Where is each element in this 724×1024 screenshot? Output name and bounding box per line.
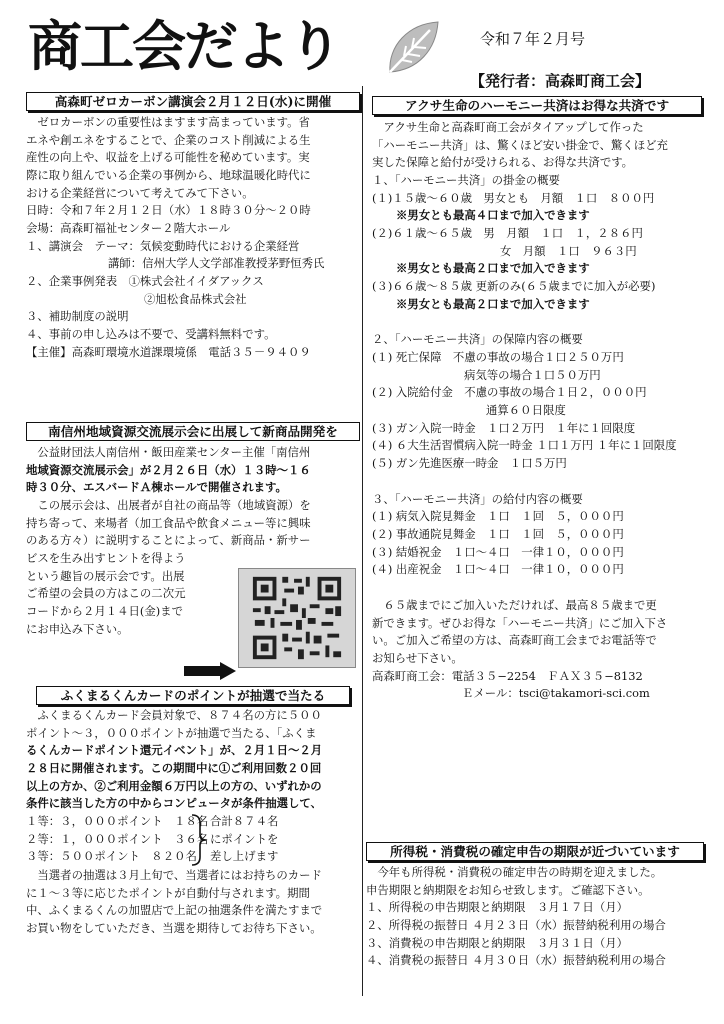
carbon-para-5: おける企業経営について考えてみて下さい。: [26, 185, 254, 200]
tax-item-3: ３、消費税の申告期限と納期限 ３月３１日（月）: [366, 935, 628, 950]
harmony-line-3: 実した保障と給付が受けられる、お得な共済です。: [372, 155, 634, 170]
harmony-a3-note: ※男女とも最高２口まで加入できます: [396, 296, 590, 311]
carbon-item-3: ３、補助制度の説明: [26, 309, 129, 324]
harmony-section-1: １、「ハーモニー共済」の掛金の概要: [372, 173, 560, 188]
expo-line-10: コードから２月１４日(金)まで: [26, 604, 183, 619]
carbon-para-4: 際に取り組んでいる企業の事例から、地球温暖化時代に: [26, 168, 311, 183]
card-line-1: ふくまるくんカード会員対象で、８７４名の方に５００: [37, 708, 322, 722]
harmony-c4: (４) 出産祝金 １口～４口 一律１０，０００円: [372, 562, 624, 577]
card-line-10: お買い物をしていただき、当選を期待してお待ち下さい。: [26, 921, 322, 936]
spacer: [372, 579, 702, 597]
carbon-item-2b: ②旭松食品株式会社: [144, 291, 247, 306]
prize-2: ２等：１，０００ポイント ３６名: [26, 831, 209, 846]
harmony-c2: (２) 事故通院見舞金 １口 １回 ５，０００円: [372, 527, 624, 542]
expo-line-7: ビスを生み出すヒントを得よう: [26, 551, 186, 566]
expo-line-1: 公益財団法人南信州・飯田産業センター主催「南信州: [37, 445, 311, 459]
spacer: [372, 473, 702, 491]
expo-line-11: にお申込み下さい。: [26, 621, 129, 636]
expo-line-6: のある方々）に説明することによって、新商品・新サー: [26, 533, 311, 548]
tax-heading: 所得税・消費税の確定申告の期限が近づいています: [366, 842, 704, 861]
tax-article: [366, 842, 704, 970]
harmony-a1: (１)１５歳～６０歳 男女とも 月額 １口 ８００円: [372, 190, 655, 205]
card-line-7: 当選者の抽選は３月上旬で、当選者にはお持ちのカード: [37, 868, 322, 883]
prize-list: [26, 813, 209, 867]
card-line-2: ポイント～３，０００ポイントが抽選で当たる、「ふくま: [26, 725, 317, 740]
carbon-para-1: ゼロカーボンの重要性はますます高まっています。省: [37, 115, 310, 129]
card-line-3: るくんカードポイント還元イベント」が、２月１日～２月: [26, 743, 323, 758]
harmony-email[interactable]: Ｅメール：tsci@takamori-sci.com: [462, 686, 650, 701]
harmony-b5: (５) ガン先進医療一時金 １口５万円: [372, 456, 567, 471]
harmony-section-3: ３、「ハーモニー共済」の給付内容の概要: [372, 491, 583, 506]
harmony-b1: (１) 死亡保障 不慮の事故の場合１口２５０万円: [372, 350, 624, 365]
prize-total-2: にポイントを: [210, 831, 279, 846]
card-line-9: 中、ふくまるくんの加盟店で上記の抽選条件を満たすまで: [26, 903, 323, 918]
harmony-heading: アクサ生命のハーモニー共済はお得な共済です: [372, 96, 702, 115]
harmony-section-2: ２、「ハーモニー共済」の保障内容の概要: [372, 332, 583, 347]
harmony-d1: ６５歳までにご加入いただければ、最高８５歳まで更: [383, 598, 657, 613]
brace-icon: [188, 813, 210, 867]
harmony-b1b: 病気等の場合１口５０万円: [464, 367, 601, 382]
arrow-right-icon: [184, 662, 236, 680]
prize-1: １等：３，０００ポイント １８名: [26, 814, 209, 829]
carbon-heading: 高森町ゼロカーボン講演会２月１２日(水)に開催: [26, 92, 360, 111]
expo-line-8: という趣旨の展示会です。出展: [26, 568, 185, 583]
harmony-c3: (３) 結婚祝金 １口～４口 一律１０，０００円: [372, 544, 624, 559]
card-line-8: に１～３等に応じたポイントが自動付与されます。期間: [26, 885, 310, 900]
harmony-a1-note: ※男女とも最高４口まで加入できます: [396, 208, 590, 223]
harmony-article: [372, 96, 702, 703]
harmony-a2-female: 女 月額 １口 ９６３円: [500, 243, 637, 258]
spacer: [372, 313, 702, 331]
tax-item-2: ２、所得税の振替日 ４月２３日（水）振替納税利用の場合: [366, 918, 666, 933]
tax-line-1: 今年も所得税・消費税の確定申告の時期を迎えました。: [377, 865, 663, 879]
harmony-contact: 高森町商工会：電話３５−2254 ＦＡＸ３５−8132: [372, 668, 643, 683]
prize-total-3: 差し上げます: [210, 849, 279, 864]
carbon-date: 日時：令和７年２月１２日（水）１８時３０分～２０時: [26, 203, 311, 218]
carbon-para-3: 産性の向上や、収益を上げる可能性を秘めています。実: [26, 150, 310, 165]
carbon-host: 【主催】高森町環境水道課環境係 電話３５－９４０９: [26, 344, 311, 359]
harmony-a2: (２)６１歳～６５歳 男 月額 １口 １，２８６円: [372, 226, 643, 241]
publisher: 【発行者：高森町商工会】: [470, 72, 651, 90]
carbon-item-4: ４、事前の申し込みは不要で、受講料無料です。: [26, 327, 276, 342]
card-line-6: 条件に該当した方の中からコンピュータが条件抽選して、: [26, 796, 322, 811]
prize-3: ３等：５００ポイント ８２０名: [26, 849, 197, 864]
harmony-d2: 新できます。ぜひお得な「ハーモニー共済」にご加入下さ: [372, 615, 668, 630]
card-line-5: 以上の方か、②ご利用金額６万円以上の方の、いずれかの: [26, 778, 322, 793]
column-divider: [362, 86, 363, 996]
harmony-c1: (１) 病気入院見舞金 １口 １回 ５，０００円: [372, 509, 624, 524]
card-article: [26, 686, 360, 938]
qr-code[interactable]: [238, 568, 356, 668]
harmony-d3: い。ご加入ご希望の方は、高森町商工会までお電話等で: [372, 633, 657, 648]
expo-line-9: ご希望の会員の方はこの二次元: [26, 586, 186, 601]
issue-date: 令和７年２月号: [480, 30, 586, 48]
carbon-venue: 会場：高森町福祉センター２階大ホール: [26, 221, 231, 236]
carbon-para-2: エネや創エネをすることで、企業のコスト削減による生: [26, 132, 311, 147]
tax-line-2: 申告期限と納期限をお知らせ致します。ご確認下さい。: [366, 882, 650, 897]
masthead-title: 商工会だより: [28, 15, 340, 78]
carbon-item-1: １、講演会 テーマ：気候変動時代における企業経営: [26, 238, 300, 253]
leaf-icon: [380, 16, 444, 80]
expo-line-3: 時３０分、エスバードＡ棟ホールで開催されます。: [26, 480, 287, 495]
expo-line-4: この展示会は、出展者が自社の商品等（地域資源）を: [37, 498, 311, 513]
prize-table: [26, 813, 360, 867]
expo-line-2: 地域資源交流展示会」が２月２６日（水）１３時～１６: [26, 462, 311, 477]
harmony-b2: (２) 入院給付金 不慮の事故の場合１日２，０００円: [372, 385, 647, 400]
harmony-line-1: アクサ生命と高森町商工会がタイアップして作った: [383, 120, 644, 134]
harmony-b4: (４) ６大生活習慣病入院一時金 １口１万円 １年に１回限度: [372, 438, 677, 453]
expo-heading: 南信州地域資源交流展示会に出展して新商品開発を: [26, 422, 360, 441]
harmony-d4: お知らせ下さい。: [372, 651, 463, 666]
expo-line-5: 持ち寄って、来場者（加工食品や飲食メニュー等に興味: [26, 515, 311, 530]
carbon-lecturer: 講師：信州大学人文学部准教授茅野恒秀氏: [108, 256, 325, 271]
carbon-article: [26, 92, 360, 361]
harmony-a2-note: ※男女とも最高２口まで加入できます: [396, 261, 590, 276]
carbon-item-2: ２、企業事例発表 ①株式会社イイダアックス: [26, 274, 264, 289]
harmony-b3: (３) ガン入院一時金 １口２万円 １年に１回限度: [372, 420, 636, 435]
harmony-line-2: 「ハーモニー共済」は、驚くほど安い掛金で、驚くほど充: [372, 137, 668, 152]
card-line-4: ２８日に開催されます。この期間中に①ご利用回数２０回: [26, 761, 322, 776]
prize-total-1: 合計８７４名: [210, 814, 279, 829]
tax-item-1: １、所得税の申告期限と納期限 ３月１７日（月）: [366, 900, 628, 915]
harmony-a3: (３)６６歳～８５歳 更新のみ(６５歳までに加入が必要): [372, 279, 656, 294]
masthead: [28, 8, 358, 86]
tax-item-4: ４、消費税の振替日 ４月３０日（水）振替納税利用の場合: [366, 953, 666, 968]
card-heading: ふくまるくんカードのポイントが抽選で当たる: [36, 686, 350, 705]
prize-total: [210, 813, 300, 867]
harmony-b2b: 通算６０日限度: [486, 403, 566, 418]
